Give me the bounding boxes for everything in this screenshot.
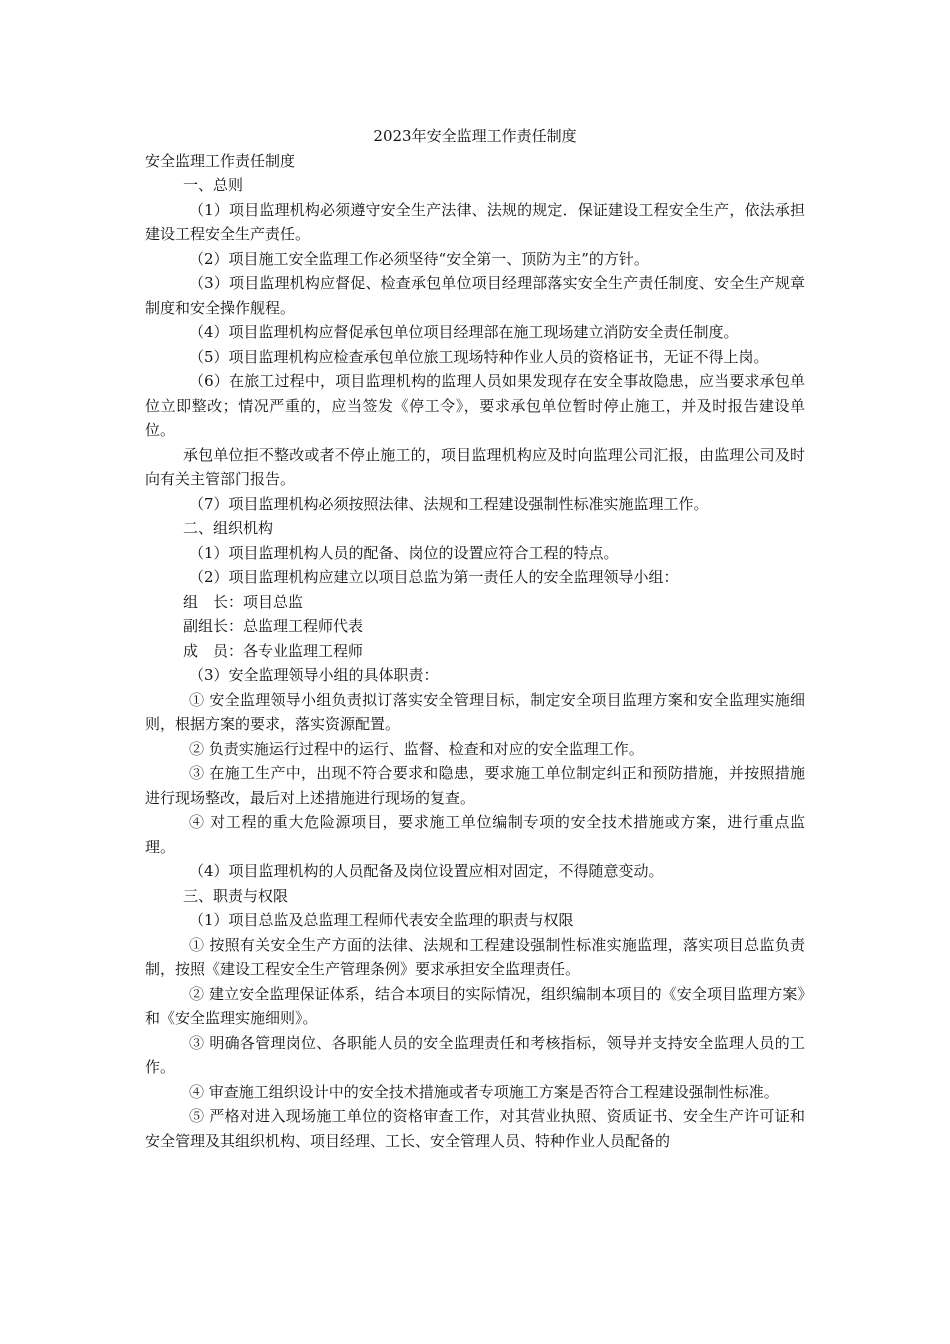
paragraph: （1）项目总监及总监理工程师代表安全监理的职责与权限 <box>189 911 574 929</box>
paragraph: 三、职责与权限 <box>183 886 289 905</box>
paragraph: ① 安全监理领导小组负责拟订落实安全管理目标，制定安全项目监理方案和安全监理实施细则，根据方案的要求，落实资源配置。 <box>145 690 805 733</box>
paragraph: ③ 明确各管理岗位、各职能人员的安全监理责任和考核指标，领导并支持安全监理人员的工作。 <box>145 1033 805 1076</box>
paragraph: ② 建立安全监理保证体系，结合本项目的实际情况，组织编制本项目的《安全项目监理方案》和《安全监理实施细则》。 <box>145 984 805 1027</box>
paragraph: （4）项目监理机构的人员配备及岗位设置应相对固定，不得随意变动。 <box>189 862 664 880</box>
paragraph: （3）项目监理机构应督促、检查承包单位项目经理部落实安全生产责任制度、安全生产规章制度和安全操作舰程。 <box>145 274 805 317</box>
paragraph: （2）项目施工安全监理工作必须坚待“安全第一、顶防为主”的方针。 <box>189 249 649 268</box>
paragraph: ① 按照有关安全生产方面的法律、法规和工程建设强制性标准实施监理，落实项目总监负责制，按照《建设工程安全生产管理条例》要求承担安全监理责任。 <box>145 935 805 978</box>
paragraph: （6）在旅工过程中，项目监理机构的监理人员如果发现存在安全事故隐患，应当要求承包单位立即整改；情况严重的，应当签发《停工令》，要求承包单位暂时停止施工，并及时报告建设单位。 <box>145 372 805 439</box>
paragraph: （3）安全监理领导小组的具体职责： <box>189 666 439 684</box>
paragraph: 一、总则 <box>183 176 244 194</box>
paragraph: 成 员：各专业监理工程师 <box>183 641 364 660</box>
paragraph: 副组长：总监理工程师代表 <box>183 617 364 635</box>
paragraph: （4）项目监理机构应督促承包单位项目经理部在施工现场建立消防安全责任制度。 <box>189 323 739 341</box>
paragraph: （7）项目监理机构必须按照法律、法规和工程建设强制性标准实施监理工作。 <box>189 494 709 513</box>
paragraph: 承包单位拒不整改或者不停止施工的，项目监理机构应及时向监理公司汇报，由监理公司及时向有关主管部门报告。 <box>145 445 805 488</box>
document-subtitle: 安全监理工作责任制度 <box>145 151 296 170</box>
paragraph: （5）项目监理机构应检查承包单位旅工现场特种作业人员的资格证书，无证不得上岗。 <box>189 347 769 366</box>
document-page <box>145 124 805 1153</box>
paragraph: ④ 对工程的重大危险源项目，要求施工单位编制专项的安全技术措施或方案，进行重点监理。 <box>145 813 805 856</box>
paragraph: ③ 在施工生产中，出现不符合要求和隐患，要求施工单位制定纠正和预防措施，并按照措施进行现场整改，最后对上述措施进行现场的复查。 <box>145 764 805 807</box>
document-title: 2023年安全监理工作责任制度 <box>373 127 577 145</box>
paragraph: 二、组织机构 <box>183 519 274 537</box>
paragraph: 组 长：项目总监 <box>183 592 304 611</box>
paragraph: （2）项目监理机构应建立以项目总监为第一责任人的安全监理领导小组： <box>189 568 679 586</box>
paragraph: ④ 审查施工组织设计中的安全技术措施或者专项施工方案是否符合工程建设强制性标准。 <box>189 1082 779 1101</box>
paragraph: ② 负责实施运行过程中的运行、监督、检查和对应的安全监理工作。 <box>189 739 644 758</box>
paragraph: （1）项目监理机构人员的配备、岗位的设置应符合工程的特点。 <box>189 543 619 562</box>
paragraph: ⑤ 严格对进入现场施工单位的资格审查工作，对其营业执照、资质证书、安全生产许可证和安全管理及其组织机构、项目经理、工长、安全管理人员、特种作业人员配备的 <box>145 1107 805 1150</box>
paragraph: （1）项目监理机构必须遵守安全生产法律、法规的规定．保证建设工程安全生产，依法承担建设工程安全生产责任。 <box>145 200 805 243</box>
document-body <box>145 173 805 1153</box>
